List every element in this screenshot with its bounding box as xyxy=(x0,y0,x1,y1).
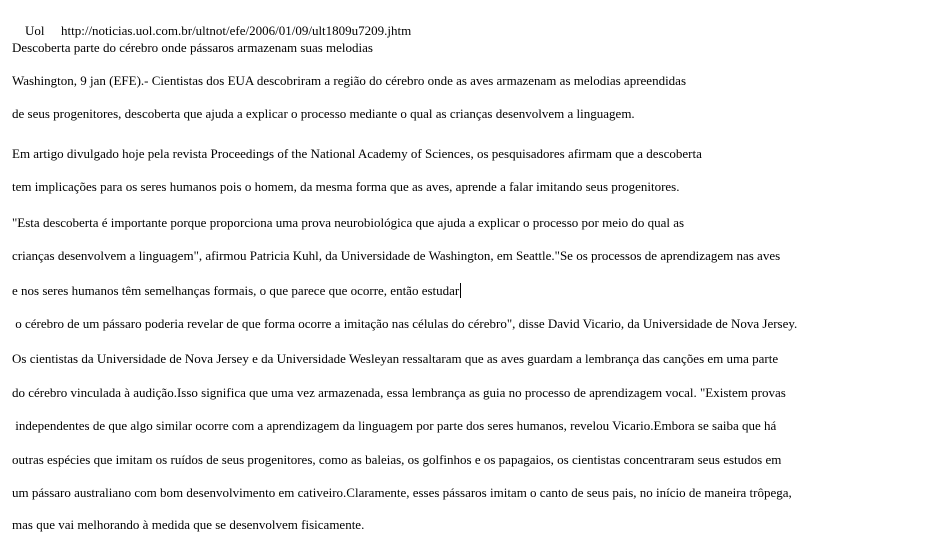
source-name: Uol xyxy=(25,23,45,38)
article-title: Descoberta parte do cérebro onde pássaros armazenam suas melodias xyxy=(12,40,373,55)
text-line: "Esta descoberta é importante porque proporciona uma prova neurobiológica que ajuda a explicar o processo por meio do qual as xyxy=(12,215,685,230)
text-line: crianças desenvolvem a linguagem", afirmou Patricia Kuhl, da Universidade de Washington, em Seattle."Se os processos de aprendizagem nas aves xyxy=(12,248,781,263)
text-line: Washington, 9 jan (EFE).- Cientistas dos EUA descobriram a região do cérebro onde as aves armazenam as melodias apreendidas xyxy=(12,73,687,88)
text-line: mas que vai melhorando à medida que se desenvolvem fisicamente. xyxy=(12,517,365,532)
text-cursor xyxy=(460,283,461,298)
text-line-with-cursor[interactable] xyxy=(12,283,461,299)
source-url: http://noticias.uol.com.br/ultnot/efe/2006/01/09/ult1809u7209.jhtm xyxy=(61,23,412,38)
text-line: outras espécies que imitam os ruídos de seus progenitores, como as baleias, os golfinhos e os papagaios, os cientistas concentraram seus estudos em xyxy=(12,452,782,467)
text-line: tem implicações para os seres humanos pois o homem, da mesma forma que as aves, aprende a falar imitando seus progenitores. xyxy=(12,179,680,194)
text-line: Os cientistas da Universidade de Nova Jersey e da Universidade Wesleyan ressaltaram que as aves guardam a lembrança das canções em uma parte xyxy=(12,351,779,366)
source-header xyxy=(12,7,412,38)
text-line: o cérebro de um pássaro poderia revelar de que forma ocorre a imitação nas células do cérebro", disse David Vicario, da Universidade de Nova Jersey. xyxy=(12,316,798,331)
text-line: um pássaro australiano com bom desenvolvimento em cativeiro.Claramente, esses pássaros imitam o canto de seus pais, no início de maneira trôpega, xyxy=(12,485,792,500)
text-line: e nos seres humanos têm semelhanças formais, o que parece que ocorre, então estudar xyxy=(12,283,460,298)
text-line: independentes de que algo similar ocorre com a aprendizagem da linguagem por parte dos seres humanos, revelou Vicario.Embora se saiba que há xyxy=(12,418,777,433)
text-line: do cérebro vinculada à audição.Isso significa que uma vez armazenada, essa lembrança as guia no processo de aprendizagem vocal. "Existem provas xyxy=(12,385,786,400)
text-line: de seus progenitores, descoberta que ajuda a explicar o processo mediante o qual as crianças desenvolvem a linguagem. xyxy=(12,106,635,121)
text-line: Em artigo divulgado hoje pela revista Proceedings of the National Academy of Sciences, os pesquisadores afirmam que a descoberta xyxy=(12,146,702,161)
